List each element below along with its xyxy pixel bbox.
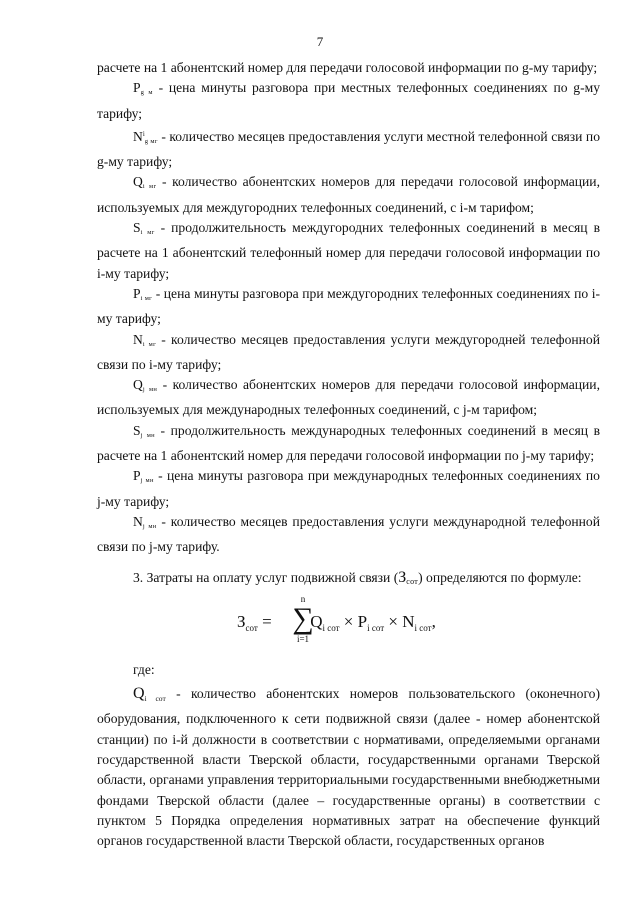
paragraph-2: $P_{g м}$ - цена минуты разговора при местных телефонных соединениях по g-му тарифу; (97, 80, 601, 121)
paragraph-6: $P_{i мг}$ - цена минуты разговора при междугородних телефонных соединениях по i-му тарифу; (97, 285, 600, 327)
paragraph-5: $S_{i мг}$ - продолжительность междугородних телефонных соединений в месяц в расчете на 1 абонентский телефонный номер для передачи голосовой информации по i-му тарифу; (97, 220, 601, 281)
paragraph-3: $N^i_{g мг}$ - количество месяцев предоставления услуги местной телефонной связи по g-му тарифу; (97, 128, 600, 170)
paragraph-13: Qi сот - количество абонентских номеров пользовательского (оконечного) оборудования, подключенного к сети подвижной связи (далее - номер абонентской станции) по i-й должности в соответствии с нормативами, определяемыми органами государственной власти Тверской области, государственными органами Тверской области, органами управления территориальными государственными внебюджетными фондами Тверской области (далее – государственные органы) в соответствии с пунктом 5 Порядка определения нормативных затрат на обеспечение функций органов государственной власти Тверской области, государственных органов (97, 685, 601, 849)
paragraph-10: $P_{j мн}$ - цена минуты разговора при международных телефонных соединениях по j-му тарифу; (97, 468, 600, 509)
paragraph-4: $Q_{i мг}$ - количество абонентских номеров для передачи голосовой информации, используемых для междугородних телефонных соединений, с i-м тарифом; (97, 174, 600, 215)
paragraph-8: $Q_{j мн}$ - количество абонентских номеров для передачи голосовой информации, используемых для международных телефонных соединений, с j-м тарифом; (97, 377, 600, 418)
sum-symbol: n ∑ i=1 (292, 593, 314, 644)
paragraph-12: 3. Затраты на оплату услуг подвижной связи $(З_{сот})$ определяются по формуле: (133, 568, 582, 586)
where-label: где: (133, 661, 155, 677)
paragraph-1: расчете на 1 абонентский номер для передачи голосовой информации по g-му тарифу; (97, 60, 598, 75)
formula (97, 594, 600, 652)
paragraph-7: $N_{i мг}$ - количество месяцев предоставления услуги междугородней телефонной связи по i-му тарифу; (97, 331, 600, 372)
page-number: 7 (316, 34, 324, 49)
document-body (97, 58, 600, 852)
paragraph-9: $S_{j мн}$ - продолжительность международных телефонных соединений в месяц в расчете на 1 абонентский номер для передачи голосовой информации по j-му тарифу; (97, 422, 600, 464)
formula-expression: $З_{сот} = Q_{i сот} \times P_{i сот} \times N_{i сот}$, (237, 611, 436, 633)
paragraph-11: $N_{j мн}$ - количество месяцев предоставления услуги международной телефонной связи по j-му тарифу. (97, 513, 600, 555)
